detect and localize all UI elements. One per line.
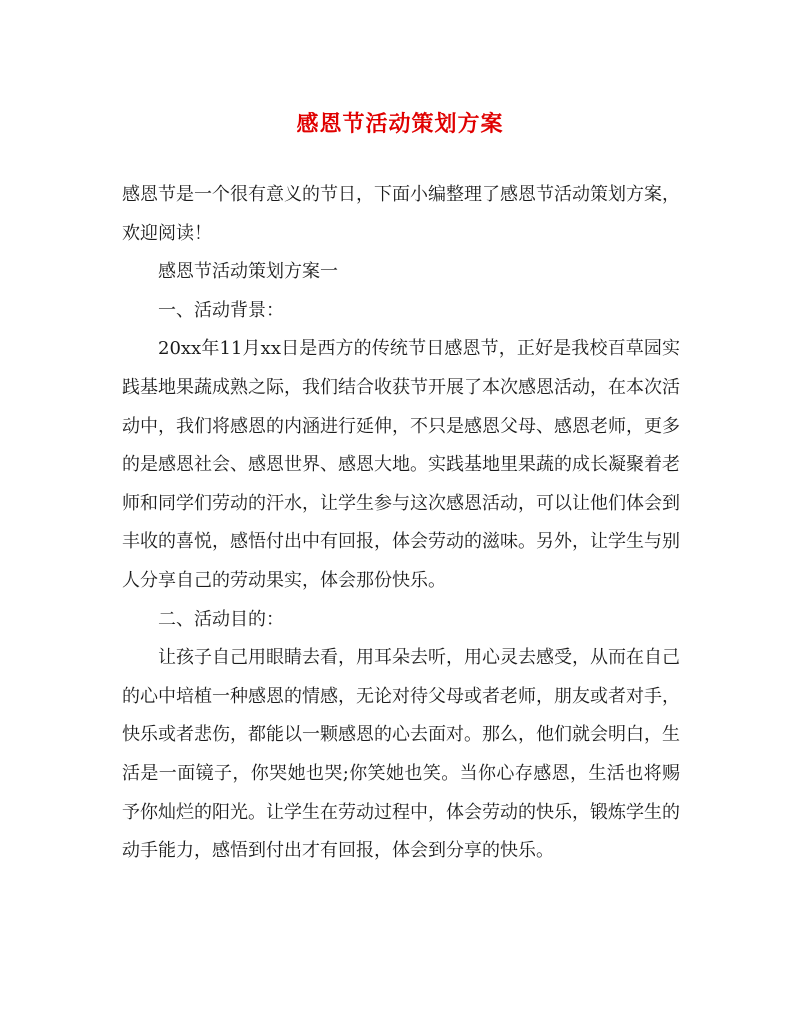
intro-paragraph: 感恩节是一个很有意义的节日，下面小编整理了感恩节活动策划方案，欢迎阅读！ <box>122 184 680 244</box>
document-body <box>122 176 680 871</box>
background-paragraph: 20xx年11月xx日是西方的传统节日感恩节，正好是我校百草园实践基地果蔬成熟之际，我们结合收获节开展了本次感恩活动，在本次活动中，我们将感恩的内涵进行延伸，不只是感恩父母、感恩老师，更多的是感恩社会、感恩世界、感恩大地。实践基地里果蔬的成长凝聚着老师和同学们劳动的汗水，让学生参与这次感恩活动，可以让他们体会到丰收的喜悦，感悟付出中有回报，体会劳动的滋味。另外，让学生与别人分享自己的劳动果实，体会那份快乐。 <box>122 338 680 591</box>
section-heading-background: 一、活动背景： <box>158 299 284 321</box>
document-title: 感恩节活动策划方案 <box>296 111 504 137</box>
plan-heading: 感恩节活动策划方案一 <box>158 261 338 283</box>
section-heading-purpose: 二、活动目的： <box>158 608 284 630</box>
purpose-paragraph: 让孩子自己用眼睛去看，用耳朵去听，用心灵去感受，从而在自己的心中培植一种感恩的情感，无论对待父母或者老师，朋友或者对手，快乐或者悲伤，都能以一颗感恩的心去面对。那么，他们就会明白，生活是一面镜子，你哭她也哭;你笑她也笑。当你心存感恩，生活也将赐予你灿烂的阳光。让学生在劳动过程中，体会劳动的快乐，锻炼学生的动手能力，感悟到付出才有回报，体会到分享的快乐。 <box>122 647 680 862</box>
